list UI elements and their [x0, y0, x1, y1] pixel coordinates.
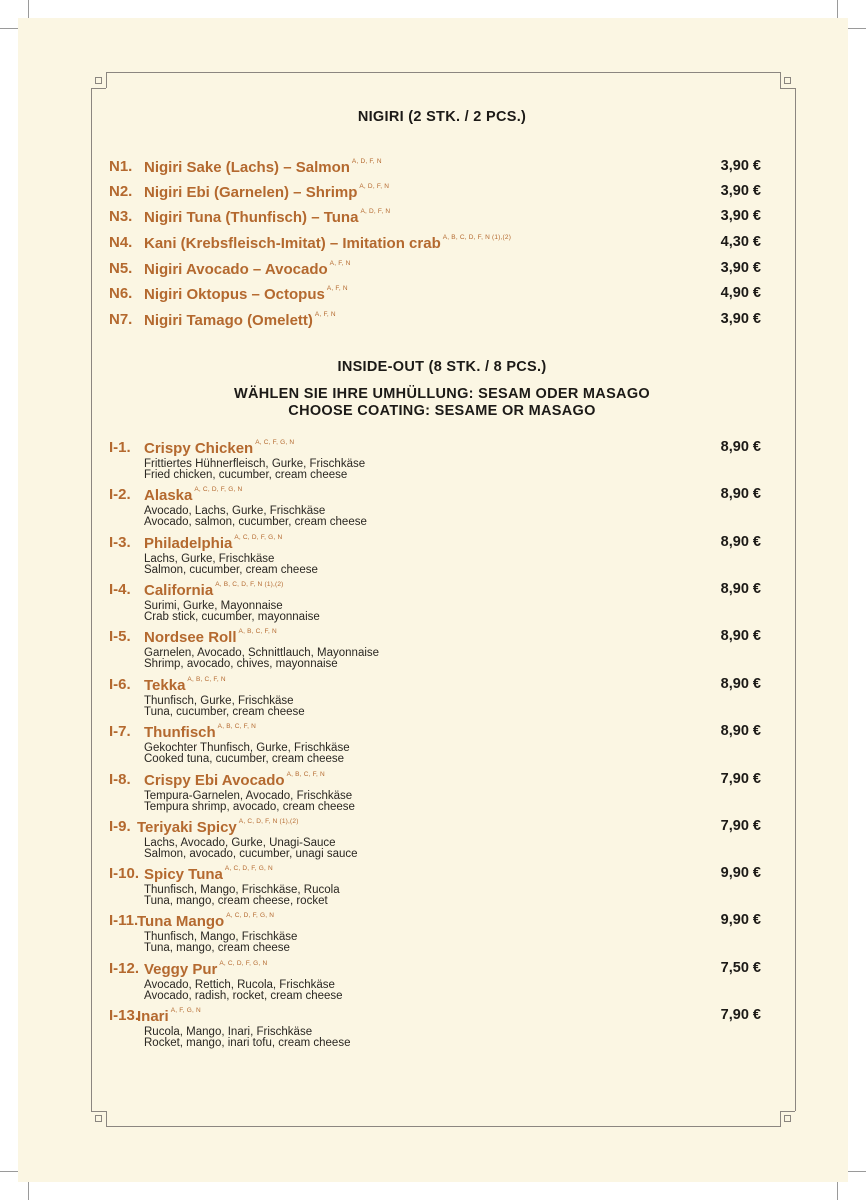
menu-item: [109, 208, 761, 228]
item-description-german: Thunfisch, Mango, Frischkäse, Rucola: [144, 884, 340, 896]
item-name-wrap: [144, 960, 267, 978]
item-code: N2.: [109, 183, 133, 200]
item-name: Nigiri Avocado – Avocado: [144, 261, 328, 278]
menu-item: [109, 311, 761, 331]
section-heading-nigiri: NIGIRI (2 STK. / 2 PCS.): [357, 109, 527, 125]
item-name: Crispy Chicken: [144, 440, 254, 457]
item-name: Nigiri Ebi (Garnelen) – Shrimp: [144, 184, 358, 201]
item-code: I-5.: [109, 628, 131, 645]
item-name-wrap: [137, 818, 299, 836]
item-description-english: Tuna, cucumber, cream cheese: [144, 706, 305, 718]
allergen-codes: A, B, C, F, N: [286, 771, 325, 778]
item-price: 7,90 €: [720, 771, 761, 787]
item-price: 4,30 €: [720, 234, 761, 250]
item-code: N3.: [109, 208, 133, 225]
allergen-codes: A, F, N: [326, 285, 348, 292]
allergen-codes: A, B, C, D, F, N (1),(2): [442, 234, 512, 241]
item-description-english: Crab stick, cucumber, mayonnaise: [144, 611, 320, 623]
allergen-codes: A, D, F, N: [360, 208, 391, 215]
item-price: 3,90 €: [720, 311, 761, 327]
item-code: N7.: [109, 311, 133, 328]
item-price: 8,90 €: [720, 486, 761, 502]
item-description-english: Fried chicken, cucumber, cream cheese: [144, 469, 348, 481]
menu-item: [109, 676, 761, 696]
item-price: 8,90 €: [720, 581, 761, 597]
allergen-codes: A, F, G, N: [170, 1007, 201, 1014]
item-description-german: Rucola, Mango, Inari, Frischkäse: [144, 1026, 313, 1038]
allergen-codes: A, B, C, F, N: [238, 628, 277, 635]
item-code: I-1.: [109, 439, 131, 456]
item-description-english: Cooked tuna, cucumber, cream cheese: [144, 753, 345, 765]
item-name: Kani (Krebsfleisch-Imitat) – Imitation crab: [144, 235, 441, 252]
allergen-codes: A, C, D, F, G, N: [234, 534, 283, 541]
item-description-english: Rocket, mango, inari tofu, cream cheese: [144, 1037, 351, 1049]
item-description-english: Tempura shrimp, avocado, cream cheese: [144, 801, 355, 813]
item-price: 3,90 €: [720, 158, 761, 174]
allergen-codes: A, C, D, F, N (1),(2): [238, 818, 299, 825]
crop-mark: [0, 28, 18, 29]
allergen-codes: A, C, D, F, G, N: [226, 912, 275, 919]
item-name: Spicy Tuna: [144, 866, 223, 883]
item-description-english: Shrimp, avocado, chives, mayonnaise: [144, 658, 338, 670]
item-name-wrap: [137, 912, 274, 930]
item-code: I-10.: [109, 865, 140, 882]
allergen-codes: A, C, F, G, N: [255, 439, 295, 446]
item-description-english: Avocado, salmon, cucumber, cream cheese: [144, 516, 367, 528]
menu-item: [109, 628, 761, 648]
item-name: Veggy Pur: [144, 961, 218, 978]
menu-item: [109, 912, 761, 932]
item-code: I-13.: [109, 1007, 140, 1024]
item-description-english: Salmon, cucumber, cream cheese: [144, 564, 318, 576]
coating-note-german: WÄHLEN SIE IHRE UMHÜLLUNG: SESAM ODER MASAGO: [234, 386, 650, 402]
item-name: Nigiri Oktopus – Octopus: [144, 286, 325, 303]
allergen-codes: A, D, F, N: [351, 158, 382, 165]
allergen-codes: A, C, D, F, G, N: [219, 960, 268, 967]
crop-mark: [28, 0, 29, 18]
item-name-wrap: [137, 1007, 201, 1025]
allergen-codes: A, F, N: [329, 260, 351, 267]
item-code: I-9.: [109, 818, 131, 835]
item-description-english: Tuna, mango, cream cheese: [144, 942, 290, 954]
item-description-german: Frittiertes Hühnerfleisch, Gurke, Frischkäse: [144, 458, 366, 470]
item-price: 7,90 €: [720, 1007, 761, 1023]
item-name-wrap: [144, 285, 348, 303]
item-price: 3,90 €: [720, 183, 761, 199]
item-price: 3,90 €: [720, 208, 761, 224]
item-price: 7,50 €: [720, 960, 761, 976]
allergen-codes: A, F, N: [314, 311, 336, 318]
item-description-german: Avocado, Lachs, Gurke, Frischkäse: [144, 505, 326, 517]
item-name-wrap: [144, 158, 382, 176]
menu-item: [109, 183, 761, 203]
item-name-wrap: [144, 183, 389, 201]
item-description-english: Avocado, radish, rocket, cream cheese: [144, 990, 343, 1002]
item-code: I-6.: [109, 676, 131, 693]
item-price: 3,90 €: [720, 260, 761, 276]
crop-mark: [28, 1182, 29, 1200]
menu-item: [109, 486, 761, 506]
item-description-german: Avocado, Rettich, Rucola, Frischkäse: [144, 979, 335, 991]
item-name-wrap: [144, 234, 511, 252]
item-price: 8,90 €: [720, 439, 761, 455]
allergen-codes: A, D, F, N: [359, 183, 390, 190]
item-price: 8,90 €: [720, 723, 761, 739]
item-code: N6.: [109, 285, 133, 302]
item-price: 8,90 €: [720, 534, 761, 550]
item-code: I-3.: [109, 534, 131, 551]
menu-item: [109, 439, 761, 459]
menu-item: [109, 234, 761, 254]
item-price: 4,90 €: [720, 285, 761, 301]
menu-item: [109, 285, 761, 305]
section-heading-inside-out: INSIDE-OUT (8 STK. / 8 PCS.): [337, 359, 547, 375]
item-name: Tuna Mango: [137, 913, 225, 930]
item-name: Nordsee Roll: [144, 629, 237, 646]
menu-item: [109, 534, 761, 554]
item-description-german: Surimi, Gurke, Mayonnaise: [144, 600, 283, 612]
item-name: Philadelphia: [144, 535, 233, 552]
item-code: I-7.: [109, 723, 131, 740]
allergen-codes: A, B, C, F, N: [187, 676, 226, 683]
crop-mark: [837, 0, 838, 18]
item-description-german: Thunfisch, Mango, Frischkäse: [144, 931, 298, 943]
item-description-german: Lachs, Gurke, Frischkäse: [144, 553, 275, 565]
item-name-wrap: [144, 208, 390, 226]
item-code: I-12.: [109, 960, 140, 977]
item-name: Crispy Ebi Avocado: [144, 772, 285, 789]
allergen-codes: A, B, C, F, N: [217, 723, 257, 730]
item-description-german: Gekochter Thunfisch, Gurke, Frischkäse: [144, 742, 350, 754]
item-code: I-8.: [109, 771, 131, 788]
allergen-codes: A, C, D, F, G, N: [224, 865, 273, 872]
allergen-codes: A, C, D, F, G, N: [194, 486, 243, 493]
item-name: Nigiri Tuna (Thunfisch) – Tuna: [144, 209, 359, 226]
menu-item: [109, 581, 761, 601]
item-name: California: [144, 582, 214, 599]
crop-mark: [848, 28, 866, 29]
menu-item: [109, 723, 761, 743]
item-name-wrap: [144, 723, 256, 741]
item-name-wrap: [144, 676, 226, 694]
menu-item: [109, 960, 761, 980]
menu-item: [109, 158, 761, 178]
item-description-english: Tuna, mango, cream cheese, rocket: [144, 895, 328, 907]
item-name: Thunfisch: [144, 724, 216, 741]
item-price: 8,90 €: [720, 628, 761, 644]
item-name-wrap: [144, 771, 325, 789]
item-name-wrap: [144, 534, 282, 552]
item-name-wrap: [144, 486, 242, 504]
item-name-wrap: [144, 581, 284, 599]
item-code: I-11.: [109, 912, 139, 929]
item-code: I-2.: [109, 486, 131, 503]
item-name-wrap: [144, 628, 277, 646]
item-price: 8,90 €: [720, 676, 761, 692]
item-name-wrap: [144, 439, 294, 457]
item-description-german: Thunfisch, Gurke, Frischkäse: [144, 695, 294, 707]
item-description-german: Lachs, Avocado, Gurke, Unagi-Sauce: [144, 837, 336, 849]
item-name: Nigiri Sake (Lachs) – Salmon: [144, 159, 350, 176]
menu-item: [109, 865, 761, 885]
menu-item: [109, 1007, 761, 1027]
item-name-wrap: [144, 865, 273, 883]
coating-note-english: CHOOSE COATING: SESAME OR MASAGO: [288, 403, 596, 419]
item-name-wrap: [144, 311, 336, 329]
item-name-wrap: [144, 260, 351, 278]
item-price: 9,90 €: [720, 912, 761, 928]
item-description-english: Salmon, avocado, cucumber, unagi sauce: [144, 848, 358, 860]
allergen-codes: A, B, C, D, F, N (1),(2): [215, 581, 284, 588]
item-code: I-4.: [109, 581, 131, 598]
crop-mark: [848, 1171, 866, 1172]
menu-item: [109, 260, 761, 280]
item-name: Nigiri Tamago (Omelett): [144, 312, 313, 329]
item-price: 9,90 €: [720, 865, 761, 881]
item-code: N5.: [109, 260, 133, 277]
item-name: Teriyaki Spicy: [137, 819, 237, 836]
crop-mark: [837, 1182, 838, 1200]
crop-mark: [0, 1171, 18, 1172]
item-code: N1.: [109, 158, 133, 175]
item-code: N4.: [109, 234, 133, 251]
item-name: Inari: [137, 1008, 169, 1025]
item-price: 7,90 €: [720, 818, 761, 834]
item-name: Tekka: [144, 677, 186, 694]
item-description-german: Garnelen, Avocado, Schnittlauch, Mayonnaise: [144, 647, 380, 659]
menu-item: [109, 771, 761, 791]
menu-item: [109, 818, 761, 838]
item-name: Alaska: [144, 487, 193, 504]
item-description-german: Tempura-Garnelen, Avocado, Frischkäse: [144, 790, 353, 802]
